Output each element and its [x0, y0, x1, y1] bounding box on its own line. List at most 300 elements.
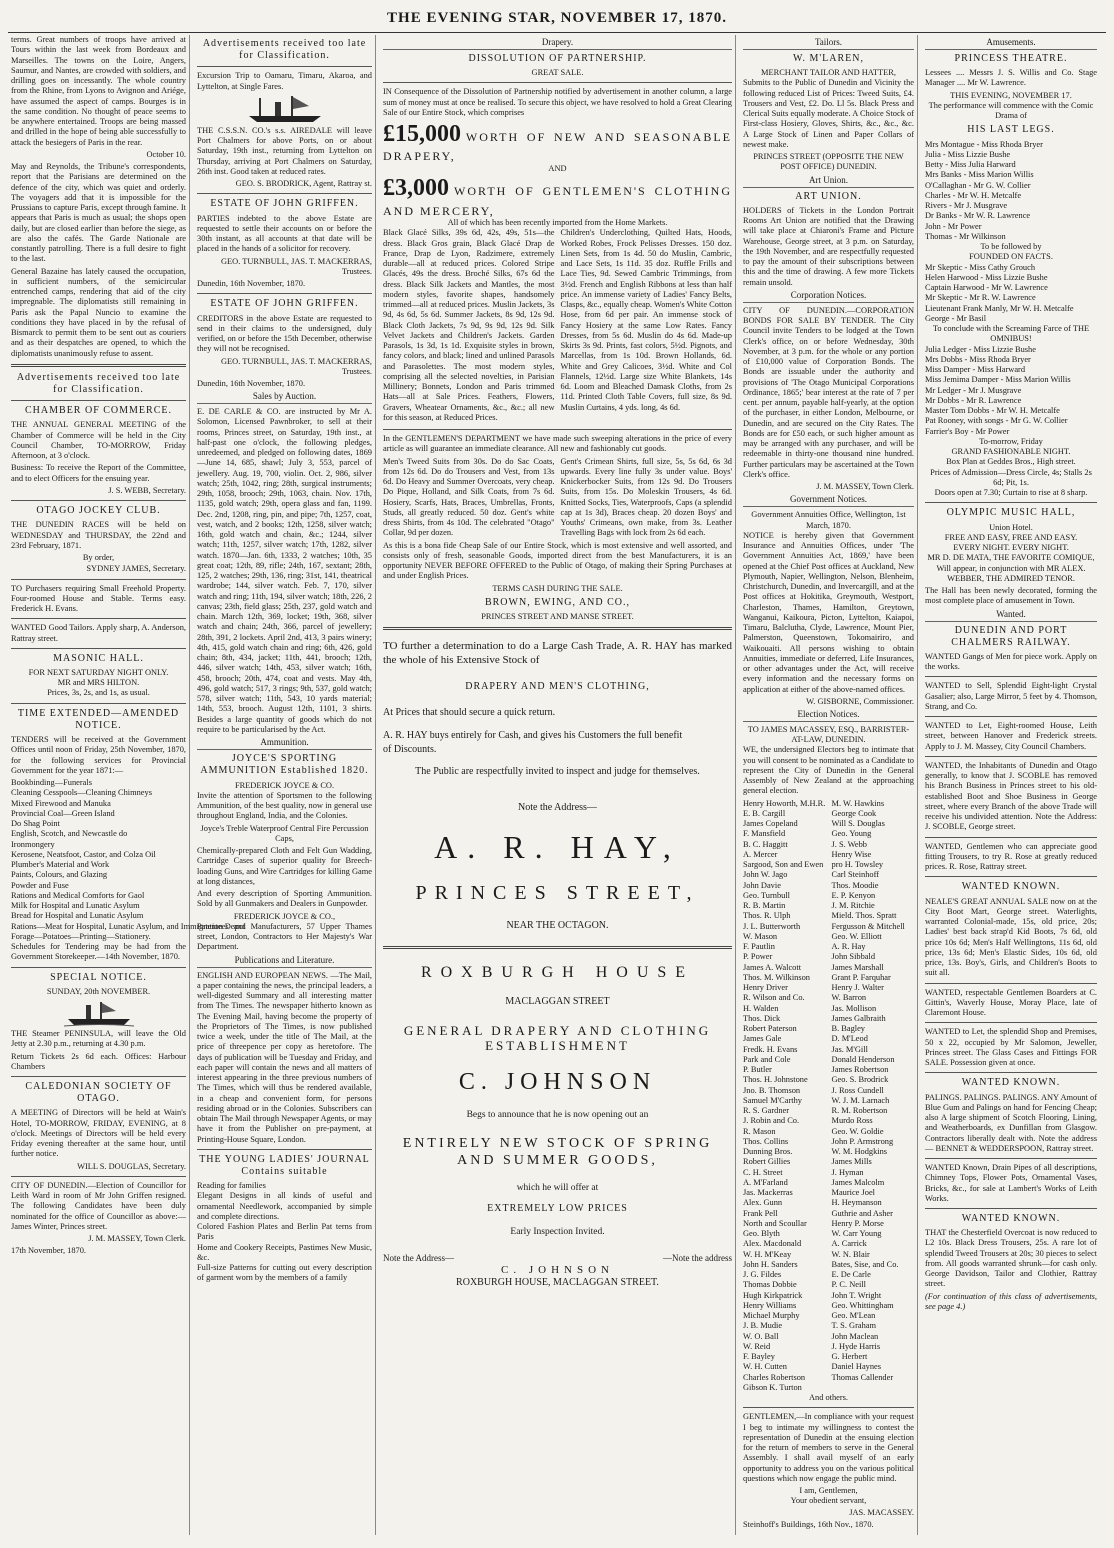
mlaren-text: Submits to the Public of Dunedin and Vicinity the following reduced List of Prices: Tweed Suits, £4. Trousers and Vest, £2. Do. Ll 5s. Black Press and Clerical Suits equally moderate. A Choice Stock of First-class Hosiery, Gloves, Shirts, &c., &c., &c. A Large Stock of Linen and Paper Collars of newest make.: [743, 78, 914, 149]
tender-item: Do Shag Point: [11, 819, 60, 829]
elector-name: Thos. R. Ulph: [743, 911, 791, 921]
wanted-section: Wanted.: [925, 609, 1097, 622]
elector-name: Frank Pell: [743, 1208, 778, 1218]
ammo-text-2: Joyce's Treble Waterproof Central Fire Percussion Caps,: [200, 823, 369, 843]
johnson-name-2: C. JOHNSON: [501, 1263, 614, 1276]
chamber-text: THE ANNUAL GENERAL MEETING of the Chamber of Commerce will be held in the City Council Chamber, TO-MORROW, Friday Afternoon, at 3 o'clock.: [11, 420, 186, 461]
estate-2-signature: GEO. TURNBULL, JAS. T. MACKERRAS, Trustees.: [221, 356, 372, 376]
elector-name: James Marshall: [831, 962, 884, 972]
cast-item: O'Callaghan - Mr G. W. Collier: [925, 180, 1031, 190]
cast-item: Rivers - Mr J. Musgrave: [925, 201, 1008, 211]
elector-name: E. De Carle: [831, 1270, 871, 1280]
art-union-section: Art Union.: [743, 175, 914, 188]
cast-item: Mrs Dobbs - Miss Rhoda Bryer: [925, 354, 1031, 364]
roxburgh-street: MACLAGGAN STREET: [505, 996, 610, 1008]
reply-address: Steinhoff's Buildings, 16th Nov., 1870.: [743, 1519, 874, 1529]
reply-close: I am, Gentlemen,: [799, 1486, 858, 1496]
price-line-1: [383, 120, 732, 164]
journal-item: Elegant Designs in all kinds of useful and ornamental Needlework, accompanied by simple and complete directions.: [197, 1191, 372, 1221]
elector-name: W. H. Cutten: [743, 1362, 787, 1372]
tender-item: Plumber's Material and Work: [11, 860, 110, 870]
elector-name: pro H. Towsley: [831, 860, 884, 870]
railway-title: DUNEDIN AND PORT CHALMERS RAILWAY.: [951, 624, 1071, 648]
elector-name: P. C. Neill: [831, 1280, 866, 1290]
ladies-items-left: Black Glacé Silks, 39s 6d, 42s, 49s, 51s—the dress. Black Gros grain, Black Glacé Drap de France, Drap de Lyon, Radzimere, extremely durable—all at reduced prices. Colored Stripe Glacés, 49s the dress. Broché Silks, 67s 6d the dress. Black Silk Jackets and Mantles, the most modern styles, favorite shapes, handsomely trimmed—all at reduced prices. Muslin Jackets, 3s 9d, 4s 6d, 5s 6d. Summer Jackets, 8s 9d, 12s 9d. Black Cloth Jackets, 7s 9d, 9s 9d, 12s 9d. Silk Velvet Jackets and Children's Jackets. Garden Parasols, 1s 3d, 1s 1d. Exquisite styles in brown, fancy colors, and black; lined and unlined Parasols and Parasolettes. The most modern styles, comprising all the selected novelties, in Parisian Millinery; Bonnets, London and Paris trimmed Hats—all at Sale Prices. Feathers, Flowers, Gravers, Wheatear Ornaments, &c., &c.; all new for this season, at Reduced Prices.: [383, 228, 555, 422]
elector-name: Grant P. Farquhar: [831, 972, 891, 982]
known-2-text: PALINGS. PALINGS. PALINGS. ANY Amount of Blue Gum and Palings on hand for Fencing Cheap; also A large shipment of Scotch Flooring, Lining, and Weatherboards, ex Dunfillan from Glasgow. Contractors liberally dealt with. Note the address— BENNET & WEDDERSPOON, Rattray street.: [925, 1092, 1097, 1153]
tender-item: Cleaning Cesspools—Cleaning Chimneys: [11, 788, 152, 798]
elector-name: Geo. Blyth: [743, 1229, 780, 1239]
wanted-5: WANTED, respectable Gentlemen Boarders at C. Gittin's, Waverly House, Moray Place, late of Claremont House.: [925, 987, 1097, 1018]
journal-item: Colored Fashion Plates and Berlin Pat terns from Paris: [197, 1222, 372, 1242]
elector-name: James A. Walcott: [743, 962, 802, 972]
johnson-name: C. JOHNSON: [458, 1069, 657, 1096]
cast-item: Charles - Mr W. H. Metcalfe: [925, 190, 1022, 200]
elector-name: James Gale: [743, 1034, 782, 1044]
mlaren-address: PRINCES STREET (OPPOSITE THE NEW POST OFFICE) DUNEDIN.: [753, 152, 904, 172]
elector-name: F. Bayley: [743, 1352, 775, 1362]
column-5: [922, 35, 1100, 1535]
caledonian-text: A MEETING of Directors will be held at Wain's Hotel, TO-MORROW, FRIDAY, EVENING, at 8 o'clock. Meetings of Directors will be held every Friday evening thereafter at the same hour, until further notice.: [11, 1108, 186, 1159]
reply-signature: JAS. MACASSEY.: [849, 1507, 914, 1517]
estate-2-title: ESTATE OF JOHN GRIFFEN.: [210, 298, 359, 310]
elector-name: A. Mercer: [743, 849, 778, 859]
tomorrow-line: To-morrow, Friday: [979, 436, 1043, 446]
estate-2-text: CREDITORS in the above Estate are requested to send in their claims to the undersigned, duly verified, on or before the 15th December, otherwise they will not be recognised.: [197, 313, 372, 354]
columns: [8, 35, 1106, 1535]
journal-item: Reading for families: [197, 1181, 266, 1191]
price-1: £15,000: [383, 121, 461, 148]
cast-item: Julia - Miss Lizzie Bushe: [925, 149, 1011, 159]
elector-name: J. M. Ritchie: [831, 901, 875, 911]
elector-name: Geo. W. Elliott: [831, 931, 882, 941]
journal-item: Home and Cookery Receipts, Pastimes New Music, &c.: [197, 1242, 372, 1262]
elector-names-right: [832, 799, 915, 1394]
hay-invite: The Public are respectfully invited to inspect and judge for themselves.: [415, 765, 700, 777]
elector-name: Mield. Thos. Spratt: [831, 911, 897, 921]
elector-name: T. S. Graham: [831, 1321, 876, 1331]
cast-item: Thomas - Mr Wilkinson: [925, 231, 1006, 241]
elector-name: P. Butler: [743, 1065, 772, 1075]
brown-ewing-firm: BROWN, EWING, AND CO.,: [484, 596, 631, 608]
cast-item: Miss Jemima Damper - Miss Marion Willis: [925, 375, 1071, 385]
tender-item: Powder and Fuse: [11, 880, 69, 890]
late-ads-heading: Advertisements received too late for Classification.: [16, 371, 181, 395]
elector-name: Sargood, Son and Ewen: [743, 860, 824, 870]
elector-names: [743, 799, 914, 1394]
elector-name: Geo. Young: [831, 829, 872, 839]
cast-item: Mrs Banks - Miss Marion Willis: [925, 170, 1034, 180]
elector-name: Will S. Douglas: [831, 819, 885, 829]
estate-1-title: ESTATE OF JOHN GRIFFEN.: [210, 198, 359, 210]
elector-name: J. L. Butterworth: [743, 921, 801, 931]
tender-item: Forage—Potatoes—Printing—Stationery.: [11, 931, 151, 941]
journal-list: [197, 1181, 372, 1284]
government-signature: W. GISBORNE, Commissioner.: [806, 696, 914, 706]
hay-note-address: Note the Address—: [518, 802, 597, 814]
princess-play: HIS LAST LEGS.: [967, 124, 1055, 136]
princess-perf: The performance will commence with the Comic Drama of: [928, 100, 1094, 121]
elector-name: Jas. Mollison: [831, 1003, 877, 1013]
price-line-2: [383, 174, 732, 218]
government-section: Government Notices.: [743, 494, 914, 507]
tender-item: Kerosene, Neatsfoot, Castor, and Colza Oil: [11, 849, 156, 859]
masonic-prices: Prices, 3s, 2s, and 1s, as usual.: [47, 688, 150, 698]
elector-name: John Davie: [743, 880, 781, 890]
city-election-signature: J. M. MASSEY, Town Clerk.: [88, 1234, 186, 1244]
late-ads-heading-2: Advertisements received too late for Classification.: [202, 38, 367, 62]
johnson-invite: Early Inspection Invited.: [510, 1227, 605, 1238]
elector-name: E. B. Cargill: [743, 808, 786, 818]
johnson-note-right: —Note the address: [663, 1252, 732, 1263]
elector-name: J. G. Fildes: [743, 1270, 782, 1280]
city-election-text: CITY OF DUNEDIN.—Election of Councillor for Leith Ward in room of Mr John Griffen resigned. The following Candidates have been duly nominated for the office of Councillor as above:— James Winter, Princes street.: [11, 1180, 186, 1231]
elector-name: E. P. Kenyon: [831, 890, 876, 900]
jockey-signature: SYDNEY JAMES, Secretary.: [86, 564, 186, 574]
known-3-title: WANTED KNOWN.: [961, 1213, 1061, 1224]
followed-by: To be followed by: [980, 242, 1042, 252]
elector-name: J. Robin and Co.: [743, 1116, 800, 1126]
tender-item: Rations and Medical Comforts for Gaol: [11, 890, 145, 900]
elector-name: Geo. M'Lean: [831, 1311, 876, 1321]
column-3: [380, 35, 736, 1535]
elector-name: W. Barron: [831, 993, 867, 1003]
olympic-title: OLYMPIC MUSIC HALL,: [946, 507, 1076, 519]
elector-name: James Robertson: [831, 1065, 889, 1075]
cast-list-1: [925, 140, 1097, 243]
wanted-7: WANTED Known, Drain Pipes of all descriptions, Chimney Tops, Flower Pots, Ornamental Vases, Bricks, &c., for sale at Lambert's Works of Leith Works.: [925, 1163, 1097, 1203]
elector-name: Guthrie and Asher: [831, 1208, 893, 1218]
tender-item: Mixed Firewood and Manuka: [11, 798, 111, 808]
steamer-icon-2: [245, 94, 325, 124]
mlaren-trade: MERCHANT TAILOR AND HATTER,: [761, 68, 896, 78]
cast-item: Captain Harwood - Mr W. Lawrence: [925, 283, 1048, 293]
cast-item: Lieutenant Frank Manly, Mr W. H. Metcalfe: [925, 303, 1074, 313]
ammo-text-5: Patentees and Manufacturers, 57 Upper Thames street, London, Contractors to Her Majesty's War Department.: [197, 921, 372, 952]
special-notice-date: SUNDAY, 20th NOVEMBER.: [46, 986, 151, 996]
elector-name: W. N. Blair: [831, 1249, 870, 1259]
elector-name: James Malcolm: [831, 1177, 885, 1187]
cast-item: Farrier's Boy - Mr Power: [925, 426, 1010, 436]
dissolution-title: DISSOLUTION OF PARTNERSHIP.: [468, 52, 647, 64]
princess-date: THIS EVENING, NOVEMBER 17.: [950, 90, 1072, 100]
box-plan: Box Plan at Geddes Bros., High street.: [946, 457, 1076, 467]
hay-text-2: of Discounts.: [383, 743, 437, 755]
drapery-section: Drapery.: [383, 37, 732, 50]
elector-name: Geo. Whittingham: [831, 1300, 894, 1310]
tender-item: Paints, Colours, and Glazing: [11, 870, 108, 880]
elector-name: Henry Howorth, M.H.R.: [743, 798, 826, 808]
special-notice-title: SPECIAL NOTICE.: [50, 971, 147, 983]
cast-item: Betty - Miss Julia Harward: [925, 160, 1016, 170]
hay-name: A. R. HAY,: [434, 829, 681, 866]
wanted-3: WANTED, the Inhabitants of Dunedin and Otago generally, to know that J. SCOBLE has removed his Branch Business in Princes street to his old-established Boot and Shoe Business in George street, where every Branch of the above Trade will receive his undivided attention. Note the Address: J. SCOBLE, George street.: [925, 760, 1097, 832]
elector-name: John P. Armstrong: [831, 1136, 894, 1146]
elector-name: Henry P. Morse: [831, 1218, 884, 1228]
dissolution-intro: IN Consequence of the Dissolution of Partnership notified by advertisement in another column, a large sum of money must at once be realised. To secure this object, we have resolved to hold a Great Clearing Sale of our Entire Stock, which comprises: [383, 87, 732, 117]
cast-item: Dr Banks - Mr W. R. Lawrence: [925, 211, 1031, 221]
tender-item: Rations—Meat for Hospital, Lunatic Asylum, and Immigration Depot: [11, 921, 246, 931]
cast-item: Mr Ledger - Mr J. Musgrave: [925, 385, 1022, 395]
hay-near: NEAR THE OCTAGON.: [506, 919, 609, 931]
masthead: THE EVENING STAR, NOVEMBER 17, 1870.: [8, 6, 1106, 33]
chamber-text-2: Business: To receive the Report of the Committee, and to elect Officers for the ensuing year.: [11, 463, 186, 483]
ammunition-section: Ammunition.: [197, 737, 372, 750]
cast-list-3: [925, 345, 1097, 437]
city-election-date: 17th November, 1870.: [11, 1246, 87, 1256]
hay-price: At Prices that should secure a quick return.: [383, 707, 556, 719]
elector-name: R. Mason: [743, 1126, 776, 1136]
war-news-date: October 10.: [146, 149, 186, 159]
elector-name: Thos. Moodie: [831, 880, 879, 890]
elector-name: Henry Wise: [831, 849, 872, 859]
elector-name: North and Scoullar: [743, 1218, 807, 1228]
johnson-offer: which he will offer at: [516, 1183, 599, 1194]
elector-name: G. Herbert: [831, 1352, 868, 1362]
elector-name: R. B. Martin: [743, 901, 786, 911]
publications-text: ENGLISH AND EUROPEAN NEWS. —The Mail, a paper containing the news, the principal leaders, a well-digested Summary and all interesting matter from The Times. The newspaper hitherto known as The Evening Mail, having become the property of the Proprietors of The Times, is now published twice a week, under the title of The Mail, at the price of threepence per copy as heretofore. The days of publication will be Tuesday and Friday, and each paper will contain the news and all matters of interest appearing in the three previous numbers of The Times, which will thus be rendered available, in a cheap and convenient form, for persons residing abroad or in the Colonies. Subscribers can obtain The Mail through Newspaper Agents, or may have it from the Publisher on pre-payment, at Printing-House Square, London.: [197, 970, 372, 1144]
masonic-title: MASONIC HALL.: [53, 652, 144, 664]
gents-line: In the GENTLEMEN'S DEPARTMENT we have made such sweeping alterations in the price of every article as will guarantee an immediate clearance. All new and fashionably cut goods.: [383, 434, 732, 454]
journal-title: THE YOUNG LADIES' JOURNAL Contains suitable: [199, 1153, 370, 1177]
elector-name: W. M. Hodgkins: [831, 1147, 888, 1157]
elector-name: Henry Driver: [743, 983, 788, 993]
cast-item: Mr Skeptic - Miss Cathy Grouch: [925, 262, 1036, 272]
reply-text: GENTLEMEN,—In compliance with your request I beg to intimate my willingness to contest the representation of Dunedin at the ensuing election for the return of members to serve in the General Assembly. I shall avail myself of an early opportunity to address you on the various political questions which now engage the public mind.: [743, 1412, 914, 1483]
elector-name: W. Mason: [743, 931, 778, 941]
elector-name: H. Heymanson: [831, 1198, 882, 1208]
jockey-by-order: By order,: [82, 553, 115, 562]
elector-name: Thos. Dick: [743, 1013, 781, 1023]
founded-on-facts: FOUNDED ON FACTS.: [969, 252, 1053, 262]
ammo-firm: FREDERICK JOYCE & CO.: [234, 780, 335, 790]
hay-street: PRINCES STREET,: [415, 882, 700, 905]
elector-name: Alex. Gunn: [743, 1198, 783, 1208]
elector-name: R. Wilson and Co.: [743, 993, 805, 1003]
special-notice-text: THE Steamer PENINSULA, will leave the Old Jetty at 2.30 p.m., returning at 4.30 p.m.: [11, 1029, 186, 1049]
gents-items-right: Gent's Crimean Shirts, full size, 5s, 5s 6d, 6s 3d upwards. Every line fully 3s under value. Boys' Knickerbocker Suits, from 12s 9d. Do Trousers Suits, from 15s. Do Moleskin Trousers, 4s 6d. Knitted Socks, Ties, Waterproofs, Caps (a splendid cap at 1s 3d), Braces cheap. 20 dozen Boys' and Youths' Crimeans, own make, from 3s. Leather Travelling Bags with lock from 2s 6d each.: [560, 456, 732, 538]
elector-name: Thos. M. Wilkinson: [743, 972, 810, 982]
cast-item: Miss Damper - Miss Harward: [925, 365, 1026, 375]
johnson-text: Begs to announce that he is now opening out an: [466, 1109, 649, 1120]
elector-name: Alex. Macdonald: [743, 1239, 802, 1249]
conclude-line: To conclude with the Screaming Farce of THE OMNIBUS!: [932, 324, 1090, 344]
auction-section: Sales by Auction.: [197, 391, 372, 404]
elector-name: W. O. Ball: [743, 1331, 779, 1341]
railway-text: WANTED Gangs of Men for piece work. Apply on the works.: [925, 651, 1097, 672]
estate-1-text: PARTIES indebted to the above Estate are requested to settle their accounts on or before the 30th instant, as all accounts at that date will be placed in the hands of a solicitor for recovery.: [197, 213, 372, 254]
amusements-section: Amusements.: [925, 37, 1097, 50]
elector-name: Henry J. Walter: [831, 983, 884, 993]
price-2-text: WORTH OF GENTLEMEN'S CLOTHING AND MERCERY,: [383, 184, 732, 218]
tender-item: Milk for Hospital and Lunatic Asylum: [11, 901, 140, 911]
elector-name: Thomas Dobbie: [743, 1280, 797, 1290]
elector-name: John W. Jago: [743, 870, 788, 880]
caledonian-title: CALEDONIAN SOCIETY OF OTAGO.: [25, 1081, 172, 1105]
wanted-2: WANTED to Let, Eight-roomed House, Leith street, between Hanover and Frederick streets. Apply to J. M. Massey, City Council Chambers.: [925, 721, 1097, 751]
time-extended-title: TIME EXTENDED—AMENDED NOTICE.: [17, 707, 180, 731]
cast-item: Mr Skeptic - Mr R. W. Lawrence: [925, 293, 1036, 303]
estate-1-signature: GEO. TURNBULL, JAS. T. MACKERRAS, Trustees.: [221, 256, 372, 276]
elector-name: Henry Williams: [743, 1300, 797, 1310]
chamber-signature: J. S. WEBB, Secretary.: [108, 485, 186, 495]
elector-name: James Mills: [831, 1157, 872, 1167]
great-sale: GREAT SALE.: [531, 68, 584, 78]
elector-name: J. Hyde Harris: [831, 1341, 881, 1351]
price-1-text: WORTH OF NEW AND SEASONABLE DRAPERY,: [383, 130, 733, 164]
jockey-title: OTAGO JOCKEY CLUB.: [36, 505, 161, 517]
elector-name: C. H. Street: [743, 1167, 783, 1177]
elector-name: Bates, Sise, and Co.: [831, 1259, 899, 1269]
chamber-title: CHAMBER OF COMMERCE.: [25, 405, 172, 417]
mlaren-name: W. M'LAREN,: [792, 52, 865, 64]
elector-name: Samuel M'Carthy: [743, 1095, 802, 1105]
excursion-text: Excursion Trip to Oamaru, Timaru, Akaroa, and Lyttelton, at Single Fares.: [197, 71, 372, 91]
elector-name: John Maclean: [831, 1331, 879, 1341]
caledonian-signature: WILL S. DOUGLAS, Secretary.: [77, 1161, 186, 1171]
war-news-text: terms. Great numbers of troops have arrived at Tours within the last week from Bordeaux and Marseilles. The towns on the Loire, Angers, Saumur, and Nantes, are crowded with soldiers, and drilling goes on incessantly. The whole country from the Rhine, from Lyons to Avignon and Ariége, have assumed the aspect of camps. Bourges is in the same condition. No thought of peace seems to be anywhere entertained. Troops are being massed and drilled in the hope of being able successfully to attack the besiegers of Paris in the rear.: [11, 35, 186, 147]
steamer-icon: [64, 999, 134, 1027]
elector-name: W. Carr Young: [831, 1229, 882, 1239]
election-text: WE, the undersigned Electors beg to intimate that you will consent to be nominated as a Candidate to represent the City of Dunedin in the General Assembly of New Zealand at the approaching general election.: [743, 745, 914, 796]
ladies-items-right: Children's Underclothing, Quilted Hats, Hoods, Worked Robes, Frock Pelisses Dresses. 150 doz. Linen Sets, from 1s 4d. 50 do Muslin, Cambric, and Lace Sets, 1s 11d. 35 doz. Ruffle Frills and Lace Ties, 9d. Sewed Cambric Trimmings, from 3½d. French and English Ribbons at less than half price. An immense variety of Ladies' Fancy Belts, Clasps, &c., equally cheap. Women's White Cotton Hose, from 6d per pair. An immense stock of Fancy Hosiery at the same Low Rates. Fancy Dresses, from 5s 6d. Muslin do 4s 6d. Made-up Skirts 3s 9d. Prints, fast colors, 5½d. Pignots, and Marcellas, from 1s 10d. Brown Hollands, 6d. White and Grey Calicoes, 3½d. White and Col Flannels, 12½d. Large size White Blankets, 14s 6d. Loom and Bleached Damask Cloths, from 2s 11d. Printed Cloth Table Covers, full size, 8s 9d. Muslin Curtains, 4 yds. long, 4s 6d.: [560, 228, 732, 412]
elector-name: F. Mansfield: [743, 829, 786, 839]
hay-text: A. R. HAY buys entirely for Cash, and gives his Customers the full benefit: [383, 729, 683, 741]
elector-name: John T. Wright: [831, 1290, 882, 1300]
corporation-text: CITY OF DUNEDIN.—CORPORATION BONDS FOR SALE BY TENDER. The City Council invite Tenders to be lodged at the Town Clerk's office, on or before Wednesday, 30th November, at 3 p.m. for the whole or any portion of £10,000 value of Corporation Bonds. The Bonds are issuable under the authority and provisions of 'The Otago Municipal Corporations Ordinance, 1865;' bear interest at the rate of 7 per cent. per annum, payable half-yearly, at the option of the purchaser, in either London, Melbourne, or Dunedin, and are secured on the City Rates. The Bonds are for £50 each, or such higher amount as may be arranged with any purchaser, and will be redeemable in thirty-one thousand nine hundred. Further particulars may be ascertained at the Town Clerk's office.: [743, 305, 914, 479]
elector-name: Thos. Collins: [743, 1136, 789, 1146]
olympic-free: FREE AND EASY, FREE AND EASY.: [944, 532, 1078, 542]
olympic-every: EVERY NIGHT. EVERY NIGHT.: [953, 543, 1069, 553]
cast-list-2: [925, 263, 1097, 325]
ammo-text-3: Chemically-prepared Cloth and Felt Gun Wadding, Cartridge Cases of superior quality for Breech-loading Guns, and Wire Cartridges for killing Game at long distances,: [197, 846, 372, 886]
known-2-title: WANTED KNOWN.: [961, 1077, 1061, 1089]
column-2: [194, 35, 376, 1535]
elector-name: James Copeland: [743, 819, 798, 829]
cast-item: Master Tom Dobbs - Mr W. H. Metcalfe: [925, 406, 1060, 416]
bona-fide-text: As this is a bona fide Cheap Sale of our Entire Stock, which is most extensive and well assorted, and consists only of fresh, seasonable Goods, imported direct from the best Manufacturers, it is an opportunity NEVER BEFORE OFFERED to the Public of Otago, of making their Spring Purchases at and under English Prices.: [383, 540, 732, 581]
elector-name: M. W. Hawkins: [831, 798, 885, 808]
princess-title: PRINCESS THEATRE.: [954, 52, 1068, 64]
elector-names-left: [743, 799, 826, 1394]
elector-name: Donald Henderson: [831, 1054, 895, 1064]
elector-name: Robert Paterson: [743, 1024, 797, 1034]
cast-item: John - Mr Power: [925, 221, 982, 231]
ammo-text: Invite the attention of Sportsmen to the following Ammunition, of the best quality, now in general use throughout England, India, and the Colonies.: [197, 790, 372, 821]
known-text: NEALE'S GREAT ANNUAL SALE now on at the City Boot Mart, George street. Waterlights, warranted Colonial-made, 15s, old price, 20s; Ladies' best back strap'd Kid Boots, 7s 6d, old price 10s 6d; Men's Half Wellingtons, 11s 6d, old price, 13s 6d; Men's Elastic Sides, 10s 6d, old price, 13s. Boy's, Girls, and Children's Boots to suit all.: [925, 896, 1097, 978]
gents-items-left: Men's Tweed Suits from 30s. Do do Sac Coats, from 12s 6d. Do do Trousers and Vest, from 13s 6d. Do Heavy and Summer Overcoats, very cheap. Do Pique, Holland, and Silk Coats, from 7s 6d. Hosiery, Scarfs, Hats, Braces, Umbrellas, Fronts, Studs, all greatly reduced. 50 doz. Gent's white dress Shirts, from 4s 10d. The celebrated "Otago" Collar, 9d per dozen.: [383, 456, 555, 538]
election-section: Election Notices.: [743, 709, 914, 722]
elector-name: James Galbraith: [831, 1013, 886, 1023]
elector-name: P. Power: [743, 952, 773, 962]
ladies-items: [383, 228, 732, 425]
special-notice-tickets: Return Tickets 2s 6d each. Offices: Harbour Chambers: [11, 1051, 186, 1071]
elector-name: John H. Sanders: [743, 1259, 798, 1269]
johnson-note-left: Note the Address—: [383, 1252, 454, 1263]
elector-name: A. R. Hay: [831, 942, 866, 952]
princess-lessees: Lessees .... Messrs J. S. Willis and Co. Stage Manager .... Mr W. Lawrence.: [925, 68, 1097, 88]
elector-name: Maurice Joel: [831, 1188, 875, 1198]
elector-name: Geo. S. Brodrick: [831, 1075, 889, 1085]
elector-name: B. Bagley: [831, 1024, 865, 1034]
wanted-6: WANTED to Let, the splendid Shop and Premises, 50 x 22, occupied by Mr Salomon, Jeweller, Princes street. The Glass Cases and Fittings FOR SALE. Possession given at once.: [925, 1027, 1097, 1068]
cast-item: Julia Ledger - Miss Lizzie Bushe: [925, 344, 1036, 354]
price-2: £3,000: [383, 175, 449, 202]
elector-name: J. Ross Cundell: [831, 1085, 884, 1095]
elector-name: Geo. W. Goldie: [831, 1126, 884, 1136]
elector-name: A. Carrick: [831, 1239, 867, 1249]
continuation-note: (For continuation of this class of advertisements, see page 4.): [925, 1291, 1097, 1311]
olympic-sub: Union Hotel.: [989, 522, 1033, 532]
hay-title: DRAPERY AND MEN'S CLOTHING,: [465, 681, 650, 693]
masonic-sub: FOR NEXT SATURDAY NIGHT ONLY.: [28, 667, 169, 677]
johnson-low-prices: EXTREMELY LOW PRICES: [487, 1202, 628, 1214]
olympic-text-2: The Hall has been newly decorated, forming the most complete place of amusement in Town.: [925, 586, 1097, 606]
elector-name: John Sibbald: [831, 952, 876, 962]
elector-name: Dunning Bros.: [743, 1147, 793, 1157]
wanted-1: WANTED to Sell, Splendid Eight-light Crystal Gasalier; also, Large Mirror, 5 feet by 4. Thomson, Strang, and Co.: [925, 681, 1097, 711]
elector-name: George Cook: [831, 808, 877, 818]
cast-item: Helen Harwood - Miss Lizzie Bushe: [925, 272, 1048, 282]
ammo-text-4: And every description of Sporting Ammunition. Sold by all Gunmakers and Dealers in Gunpowder.: [197, 889, 372, 909]
cast-item: Pat Rooney, with songs - Mr G. W. Collier: [925, 416, 1068, 426]
elector-name: Jas. Mackerras: [743, 1188, 793, 1198]
government-title: Government Annuities Office, Wellington, 1st March, 1870.: [751, 510, 906, 530]
elector-name: Jno. B. Thomson: [743, 1085, 801, 1095]
brown-ewing-address: PRINCES STREET AND MANSE STREET.: [481, 612, 634, 622]
elector-name: W. Reid: [743, 1341, 771, 1351]
admission-prices: Prices of Admission—Dress Circle, 4s; Stalls 2s 6d; Pit, 1s.: [930, 467, 1092, 487]
elector-name: Murdo Ross: [831, 1116, 873, 1126]
elector-name: Fredk. H. Evans: [743, 1044, 798, 1054]
art-union-text: HOLDERS of Tickets in the London Portrait Rooms Art Union are notified that the Drawing will take place at Chiaroni's Frame and Picture Warehouse, George street, at 3 p.m. on Saturday, the 19th November, and are respectfully requested to pay the amount of their subscriptions between this and the time of drawing. A few more Tickets remain unsold.: [743, 205, 914, 287]
election-to: TO JAMES MACASSEY, ESQ., BARRISTER-AT-LAW, DUNEDIN.: [747, 724, 910, 745]
war-news-text-3: General Bazaine has lately caused the occupation, in sufficient numbers, of the semicircular entrenched camps, rendering that aid of the city impregnable. The diplomatists still remaining in Paris ask the Papal Nuncio to examine the conditions they have placed in by the refusal of Bismarck to permit them to be sent out as couriers and as their despatches are opened, to which the diplomatists unanimously refuse to assent.: [11, 266, 186, 358]
purchasers-ad: TO Purchasers requiring Small Freehold Property. Four-roomed House and Stable. Terms easy. Frederick H. Evans.: [11, 583, 186, 613]
government-text: NOTICE is hereby given that Government Insurance and Annuities Offices, under 'The Government Annuities Act, 1869,' have been opened at the Chief Post offices at Auckland, New Plymouth, Napier, Wellington, Nelson, Blenheim, Christchurch, Dunedin, and Invercargill, and at the Post offices at Hokitika, Greymouth, Westport, Charleston, Thames, Hamilton, Greytown, Wanganui, Kaikoura, Picton, Lyttelton, Kaiapoi, Timaru, Balclutha, Clyde, Lawrence, Mount Pier, Palmerston, Queenstown, Tokomairiro, and Waikouaiti. All persons wishing to obtain Annuities, immediate or deferred, Life Insurances, or other advantages under the Act, will receive every information and the necessary forms on application at either of the above-named offices.: [743, 530, 914, 694]
tender-item: Bookbinding—Funerals: [11, 778, 92, 788]
terms-cash: TERMS CASH DURING THE SALE.: [492, 583, 623, 593]
masonic-names: MR and MRS HILTON.: [57, 678, 140, 688]
cast-item: George - Mr Basil: [925, 313, 987, 323]
reply-close-2: Your obedient servant,: [790, 1496, 867, 1506]
tender-item: Ironmongery: [11, 839, 55, 849]
elector-name: J. S. Webb: [831, 839, 867, 849]
elector-name: Charles Robertson: [743, 1372, 806, 1382]
elector-name: Thomas Callender: [831, 1372, 894, 1382]
publications-section: Publications and Literature.: [197, 955, 372, 968]
elector-name: Geo. Turnbull: [743, 890, 791, 900]
wanted-4: WANTED, Gentlemen who can appreciate good fitting Trousers, to try R. Rose at greatly reduced prices. R. Rose, Rattray street.: [925, 841, 1097, 872]
election-others: And others.: [808, 1393, 849, 1403]
tailors-section: Tailors.: [743, 37, 914, 50]
corporation-signature: J. M. MASSEY, Town Clerk.: [816, 482, 914, 492]
roxburgh-establishment: GENERAL DRAPERY AND CLOTHING ESTABLISHMENT: [403, 1022, 712, 1054]
elector-name: Hugh Kirkpatrick: [743, 1290, 803, 1300]
tailors-wanted-ad: WANTED Good Tailors. Apply sharp, A. Anderson, Rattray street.: [11, 623, 186, 643]
estate-2-date: Dunedin, 16th November, 1870.: [197, 379, 306, 388]
doors-open: Doors open at 7.30; Curtain to rise at 8 sharp.: [934, 488, 1088, 498]
war-news-text-2: May and Reynolds, the Tribune's correspondents, report that the Parisians are determined on the defence of the city, which was quiet and orderly. The voyagers add that it is impossible for the Prussians to capture Paris, except through famine. It appears that Paris is much as usual; the shops open daily, but are closed earlier than before the siege, as are also the cafés. The Garde Nationale are constantly patrolling. There is a full desire to fight to the last.: [11, 162, 186, 264]
elector-name: R. S. Gardner: [743, 1106, 790, 1116]
corporation-section: Corporation Notices.: [743, 290, 914, 303]
tender-list: [11, 778, 246, 942]
jockey-text: THE DUNEDIN RACES will be held on WEDNESDAY and THURSDAY, the 22nd and 23rd February, 1871.: [11, 520, 186, 550]
johnson-stock: ENTIRELY NEW STOCK OF SPRING AND SUMMER GOODS,: [402, 1136, 713, 1169]
johnson-note-row: [383, 1253, 732, 1264]
elector-name: Thos. H. Johnstone: [743, 1075, 808, 1085]
cast-item: Mr Dobbs - Mr R. Lawrence: [925, 395, 1022, 405]
